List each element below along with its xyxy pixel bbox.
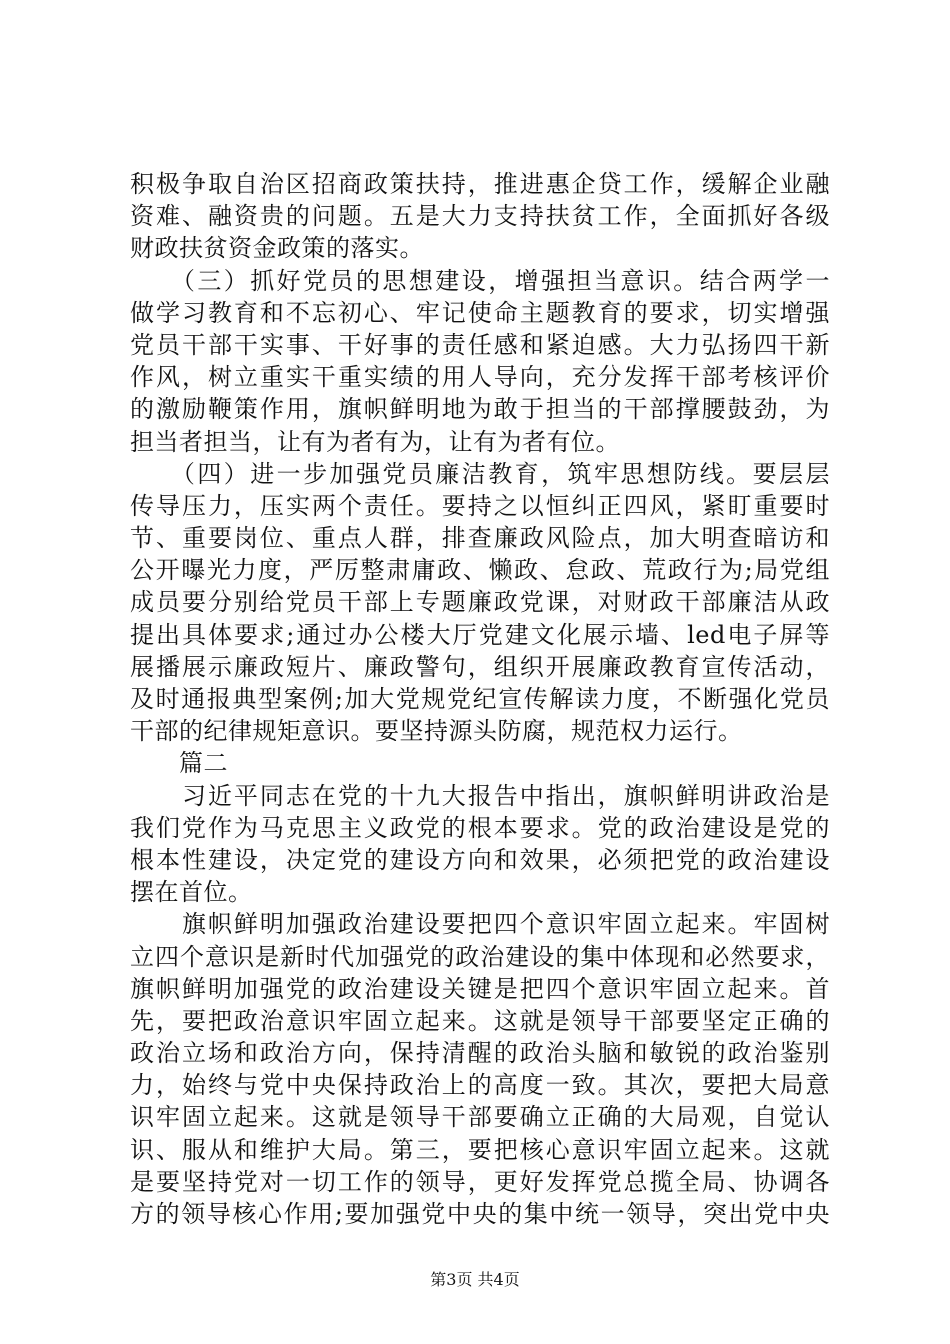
text-line: 党员干部干实事、干好事的责任感和紧迫感。大力弘扬四干新 (130, 330, 830, 359)
text-line: 财政扶贫资金政策的落实。 (130, 234, 424, 263)
text-line: 根本性建设，决定党的建设方向和效果，必须把党的政治建设 (130, 845, 830, 874)
text-line: 资难、融资贵的问题。五是大力支持扶贫工作，全面抓好各级 (130, 202, 830, 231)
text-line: 方的领导核心作用;要加强党中央的集中统一领导，突出党中央 (130, 1200, 830, 1228)
text-line: 立四个意识是新时代加强党的政治建设的集中体现和必然要求， (130, 942, 830, 971)
text-line: 展播展示廉政短片、廉政警句，组织开展廉政教育宣传活动， (130, 652, 830, 681)
text-line: 摆在首位。 (130, 878, 253, 907)
text-line: 的激励鞭策作用，旗帜鲜明地为敢于担当的干部撑腰鼓劲，为 (130, 395, 830, 424)
text-line: 识、服从和维护大局。第三，要把核心意识牢固立起来。这就 (130, 1135, 830, 1164)
text-line: 传导压力，压实两个责任。要持之以恒纠正四风，紧盯重要时 (130, 491, 830, 520)
text-line: 习近平同志在党的十九大报告中指出，旗帜鲜明讲政治是 (130, 781, 830, 810)
text-line: 识牢固立起来。这就是领导干部要确立正确的大局观，自觉认 (130, 1103, 830, 1132)
page-footer: 第3页 共4页 (430, 1270, 520, 1289)
text-line: 节、重要岗位、重点人群，排查廉政风险点，加大明查暗访和 (130, 524, 830, 553)
text-line: 担当者担当，让有为者有为，让有为者有位。 (130, 427, 620, 456)
text-line: 干部的纪律规矩意识。要坚持源头防腐，规范权力运行。 (130, 717, 743, 746)
text-line: （三）抓好党员的思想建设，增强担当意识。结合两学一 (130, 266, 830, 295)
text-line: 作风，树立重实干重实绩的用人导向，充分发挥干部考核评价 (130, 363, 830, 392)
text-line: 先，要把政治意识牢固立起来。这就是领导干部要坚定正确的 (130, 1006, 830, 1035)
text-line: 成员要分别给党员干部上专题廉政党课，对财政干部廉洁从政 (130, 588, 830, 617)
text-line: 公开曝光力度，严厉整肃庸政、懒政、怠政、荒政行为;局党组 (130, 556, 830, 585)
text-line: 政治立场和政治方向，保持清醒的政治头脑和敏锐的政治鉴别 (130, 1039, 830, 1068)
text-line: 旗帜鲜明加强政治建设要把四个意识牢固立起来。牢固树 (130, 910, 830, 939)
document-body (130, 168, 830, 1230)
text-line: 及时通报典型案例;加大党规党纪宣传解读力度，不断强化党员 (130, 685, 830, 713)
text-line: 提出具体要求;通过办公楼大厅党建文化展示墙、led电子屏等 (130, 620, 830, 649)
text-line: 力，始终与党中央保持政治上的高度一致。其次，要把大局意 (130, 1071, 830, 1100)
text-line: 是要坚持党对一切工作的领导，更好发挥党总揽全局、协调各 (130, 1167, 830, 1196)
text-line: 篇二 (130, 749, 228, 778)
text-line: （四）进一步加强党员廉洁教育，筑牢思想防线。要层层 (130, 459, 830, 488)
text-line: 我们党作为马克思主义政党的根本要求。党的政治建设是党的 (130, 813, 830, 842)
text-line: 积极争取自治区招商政策扶持，推进惠企贷工作，缓解企业融 (130, 170, 830, 198)
text-line: 旗帜鲜明加强党的政治建设关键是把四个意识牢固立起来。首 (130, 974, 830, 1003)
text-line: 做学习教育和不忘初心、牢记使命主题教育的要求，切实增强 (130, 298, 830, 327)
